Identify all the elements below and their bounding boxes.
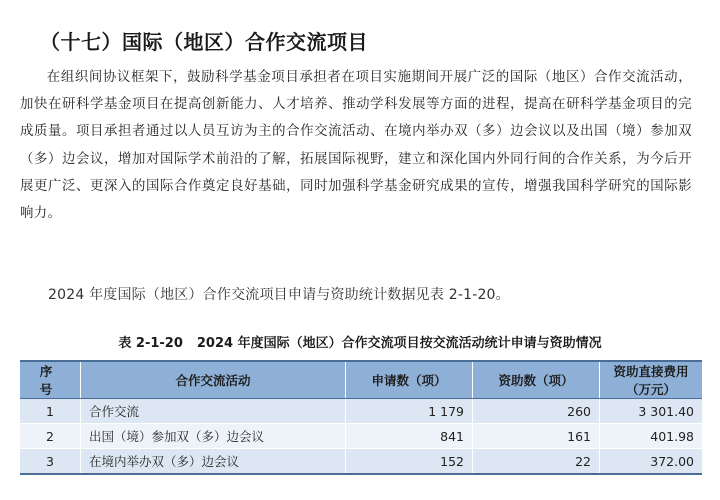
section-title: （十七）国际（地区）合作交流项目 (40, 30, 368, 54)
cell-funded: 260 (473, 399, 600, 424)
cell-funded: 161 (473, 424, 600, 449)
header-direct-cost: 资助直接费用（万元） (600, 361, 703, 399)
cell-activity: 出国（境）参加双（多）边会议 (81, 424, 346, 449)
cell-activity: 合作交流 (81, 399, 346, 424)
cell-direct-cost: 401.98 (600, 424, 703, 449)
table-caption (0, 332, 720, 351)
table-header-row (20, 361, 702, 399)
cell-applications: 152 (346, 449, 473, 475)
cell-seq: 1 (20, 399, 81, 424)
cell-seq: 3 (20, 449, 81, 475)
cell-applications: 841 (346, 424, 473, 449)
header-activity: 合作交流活动 (81, 361, 346, 399)
table-row (20, 424, 702, 449)
intro-paragraph: 在组织间协议框架下，鼓励科学基金项目承担者在项目实施期间开展广泛的国际（地区）合作交流活动，加快在研科学基金项目在提高创新能力、人才培养、推动学科发展等方面的进程，提高在研科学基金项目的完成质量。项目承担者通过以人员互访为主的合作交流活动、在境内举办双（多）边会议以及出国（境）参加双（多）边会议，增加对国际学术前沿的了解，拓展国际视野，建立和深化国内外同行间的合作关系，为今后开展更广泛、更深入的国际合作奠定良好基础，同时加强科学基金研究成果的宣传，增强我国科学研究的国际影响力。 (20, 70, 692, 222)
table-reference-paragraph: 2024 年度国际（地区）合作交流项目申请与资助统计数据见表 2-1-20。 (48, 287, 510, 303)
cell-funded: 22 (473, 449, 600, 475)
cell-seq: 2 (20, 424, 81, 449)
cell-direct-cost: 372.00 (600, 449, 703, 475)
header-funded: 资助数（项） (473, 361, 600, 399)
table-row (20, 449, 702, 475)
cell-applications: 1 179 (346, 399, 473, 424)
table-caption-number: 表 2-1-20 (118, 336, 183, 351)
table-row (20, 399, 702, 424)
header-seq: 序 号 (20, 361, 81, 399)
cell-direct-cost: 3 301.40 (600, 399, 703, 424)
cell-activity: 在境内举办双（多）边会议 (81, 449, 346, 475)
table-caption-text: 2024 年度国际（地区）合作交流项目按交流活动统计申请与资助情况 (196, 336, 602, 351)
header-applications: 申请数（项） (346, 361, 473, 399)
statistics-table (20, 360, 702, 475)
